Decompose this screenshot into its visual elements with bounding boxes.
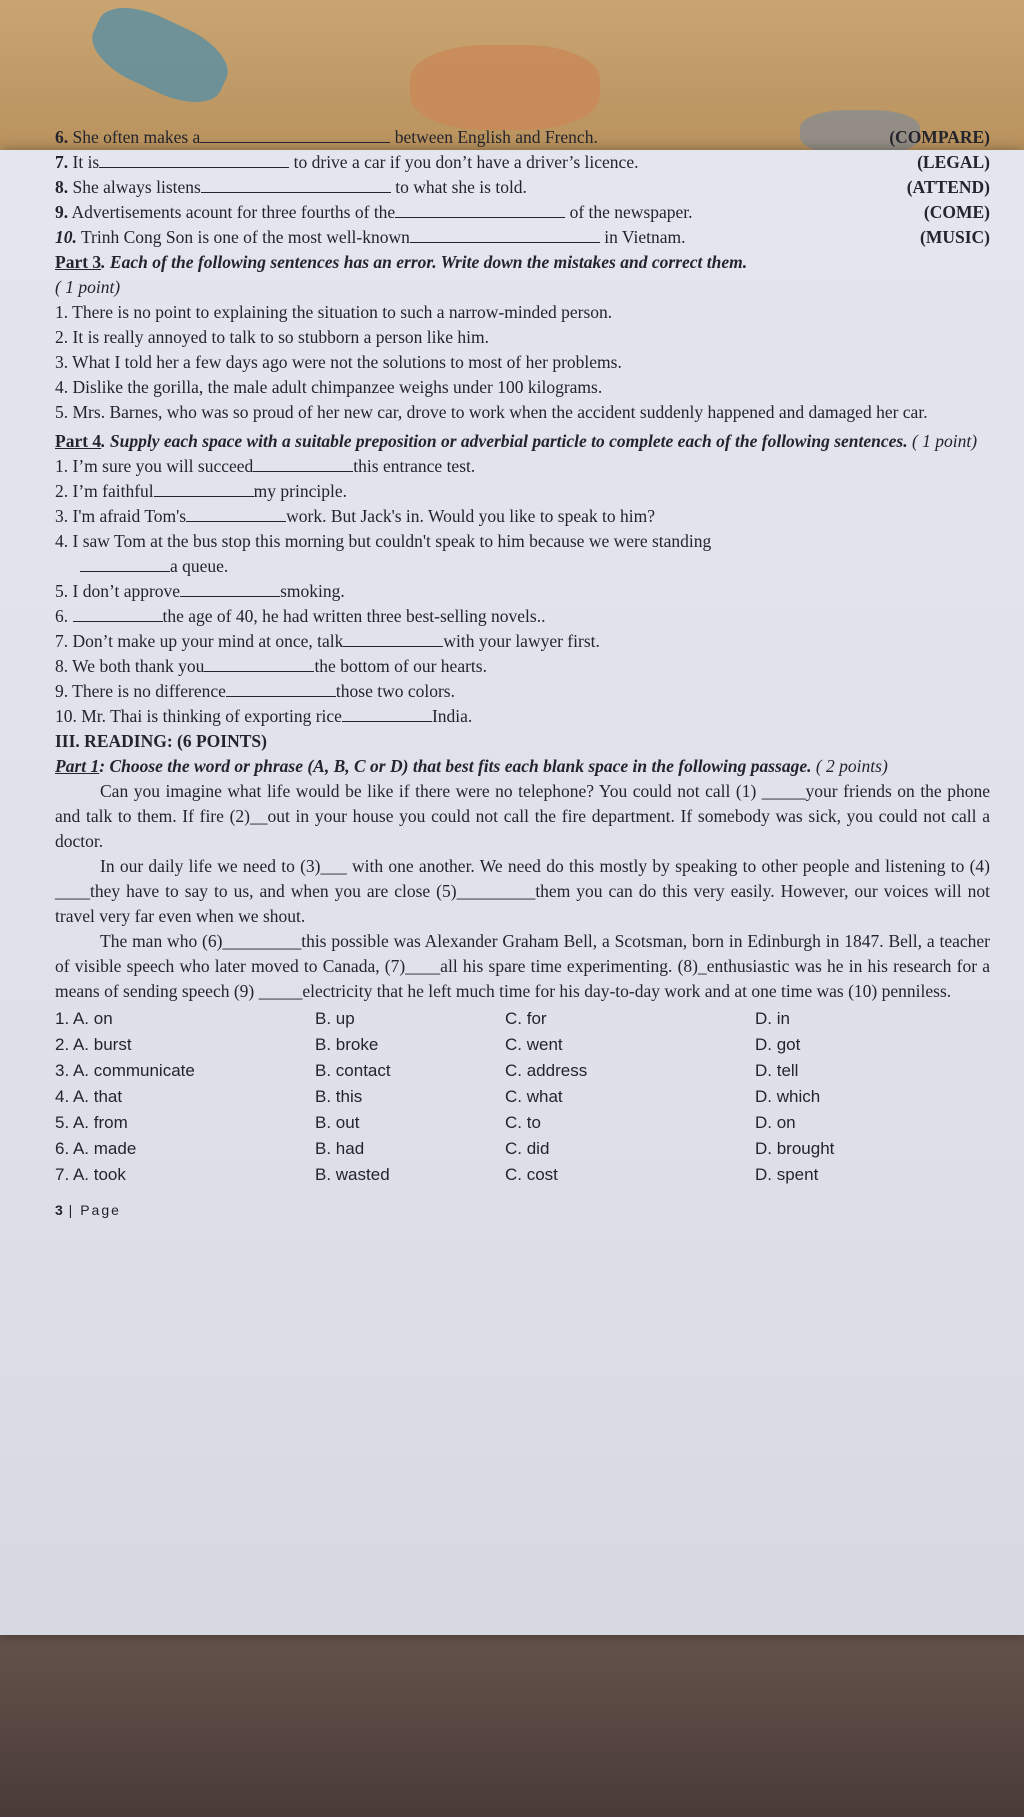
list-item: 5. Mrs. Barnes, who was so proud of her new car, drove to work when the accident suddenly happened and damaged her car. (55, 402, 928, 422)
option-a[interactable]: 4. A. that (55, 1087, 123, 1106)
worksheet-page (55, 125, 990, 1218)
list-item: 3. What I told her a few days ago were not the solutions to most of her problems. (55, 352, 622, 372)
option-a[interactable]: 5. A. from (55, 1113, 128, 1132)
answer-blank[interactable] (99, 152, 289, 168)
answer-blank[interactable] (154, 481, 254, 497)
passage-paragraph: Can you imagine what life would be like if there were no telephone? You could not call (1) _____your friends on the phone and talk to them. If fire (2)__out in your house you could not call the fire department. If somebody was sick, you could not call a doctor. (55, 781, 990, 851)
option-a[interactable]: 7. A. took (55, 1165, 126, 1184)
list-item: 10. Mr. Thai is thinking of exporting rice India. (55, 706, 473, 726)
list-item-continued: a queue. (55, 554, 990, 579)
option-d[interactable]: D. spent (755, 1165, 819, 1184)
part2-list (55, 125, 990, 250)
list-item: 5. I don’t approve smoking. (55, 581, 345, 601)
option-b[interactable]: B. had (315, 1139, 365, 1158)
passage-paragraph: The man who (6)_________this possible was Alexander Graham Bell, a Scotsman, born in Edinburgh in 1847. Bell, a teacher of visible speech who later moved to Canada, (7)____all his spare time experimenting. (8)_enthusiastic was he in his research for a means of sending speech (9) _____electricity that he left much time for his day-to-day work and at one time was (10) penniless. (55, 931, 990, 1001)
list-item: 7. Don’t make up your mind at once, talk with your lawyer first. (55, 631, 600, 651)
option-d[interactable]: D. got (755, 1035, 801, 1054)
option-c[interactable]: C. did (505, 1139, 550, 1158)
answer-blank[interactable] (180, 581, 280, 597)
option-c[interactable]: C. went (505, 1035, 563, 1054)
option-d[interactable]: D. which (755, 1087, 821, 1106)
list-item: 8. She always listens to what she is told. (ATTEND) (55, 177, 990, 197)
option-d[interactable]: D. tell (755, 1061, 799, 1080)
list-item: 1. There is no point to explaining the situation to such a narrow-minded person. (55, 302, 613, 322)
option-d[interactable]: D. in (755, 1009, 790, 1028)
answer-blank[interactable] (186, 506, 286, 522)
list-item: 1. I’m sure you will succeed this entrance test. (55, 456, 476, 476)
list-item: 8. We both thank you the bottom of our hearts. (55, 656, 487, 676)
answer-blank[interactable] (342, 706, 432, 722)
answer-blank[interactable] (73, 606, 163, 622)
option-b[interactable]: B. up (315, 1009, 355, 1028)
option-c[interactable]: C. what (505, 1087, 563, 1106)
answer-blank[interactable] (410, 227, 600, 243)
option-c[interactable]: C. address (505, 1061, 588, 1080)
answer-blank[interactable] (204, 656, 314, 672)
option-b[interactable]: B. this (315, 1087, 363, 1106)
list-item: 2. I’m faithful my principle. (55, 481, 347, 501)
list-item: 7. It is to drive a car if you don’t have a driver’s licence. (LEGAL) (55, 152, 990, 172)
part3-points: ( 1 point) (55, 277, 121, 297)
answer-options (55, 1006, 990, 1188)
page-footer: 3 | Page (55, 1202, 121, 1218)
option-a[interactable]: 2. A. burst (55, 1035, 132, 1054)
option-c[interactable]: C. cost (505, 1165, 558, 1184)
option-d[interactable]: D. on (755, 1113, 796, 1132)
passage-paragraph: In our daily life we need to (3)___ with one another. We need do this mostly by speaking to other people and listening to (4) ____they have to say to us, and when you are close (5)_________them you can do this very easily. However, our voices will not travel very far even when we shout. (55, 856, 990, 926)
desk-stain (410, 45, 600, 130)
part3-heading: Part 3. Each of the following sentences has an error. Write down the mistakes and correct them. (55, 252, 748, 272)
answer-blank[interactable] (80, 556, 170, 572)
list-item: 4. I saw Tom at the bus stop this morning but couldn't speak to him because we were standing (55, 531, 712, 551)
part4-list (55, 454, 990, 729)
reading-part1-heading: Part 1: Choose the word or phrase (A, B, C or D) that best fits each blank space in the following passage. ( 2 points) (55, 756, 888, 776)
option-b[interactable]: B. out (315, 1113, 360, 1132)
answer-blank[interactable] (201, 177, 391, 193)
list-item: 4. Dislike the gorilla, the male adult chimpanzee weighs under 100 kilograms. (55, 377, 603, 397)
list-item: 6. the age of 40, he had written three best-selling novels.. (55, 606, 546, 626)
option-a[interactable]: 1. A. on (55, 1009, 113, 1028)
option-c[interactable]: C. to (505, 1113, 541, 1132)
answer-blank[interactable] (253, 456, 353, 472)
option-b[interactable]: B. contact (315, 1061, 391, 1080)
answer-blank[interactable] (226, 681, 336, 697)
list-item: 9. There is no difference those two colors. (55, 681, 455, 701)
answer-blank[interactable] (200, 127, 390, 143)
desk-stain (82, 0, 238, 116)
reading-heading: III. READING: (6 POINTS) (55, 731, 267, 751)
part3-list (55, 300, 990, 425)
list-item: 3. I'm afraid Tom's work. But Jack's in. Would you like to speak to him? (55, 506, 656, 526)
option-b[interactable]: B. broke (315, 1035, 379, 1054)
part4-heading: Part 4. Supply each space with a suitable preposition or adverbial particle to complete each of the following sentences. ( 1 point) (55, 431, 978, 451)
option-d[interactable]: D. brought (755, 1139, 835, 1158)
answer-blank[interactable] (395, 202, 565, 218)
option-a[interactable]: 3. A. communicate (55, 1061, 195, 1080)
list-item: 6. She often makes a between English and French. (COMPARE) (55, 127, 990, 147)
option-c[interactable]: C. for (505, 1009, 547, 1028)
list-item: 9. Advertisements acount for three fourths of the of the newspaper. (COME) (55, 202, 990, 222)
list-item: 10. Trinh Cong Son is one of the most well-known in Vietnam. (MUSIC) (55, 227, 990, 247)
answer-blank[interactable] (343, 631, 443, 647)
list-item: 2. It is really annoyed to talk to so stubborn a person like him. (55, 327, 490, 347)
option-a[interactable]: 6. A. made (55, 1139, 137, 1158)
option-b[interactable]: B. wasted (315, 1165, 390, 1184)
